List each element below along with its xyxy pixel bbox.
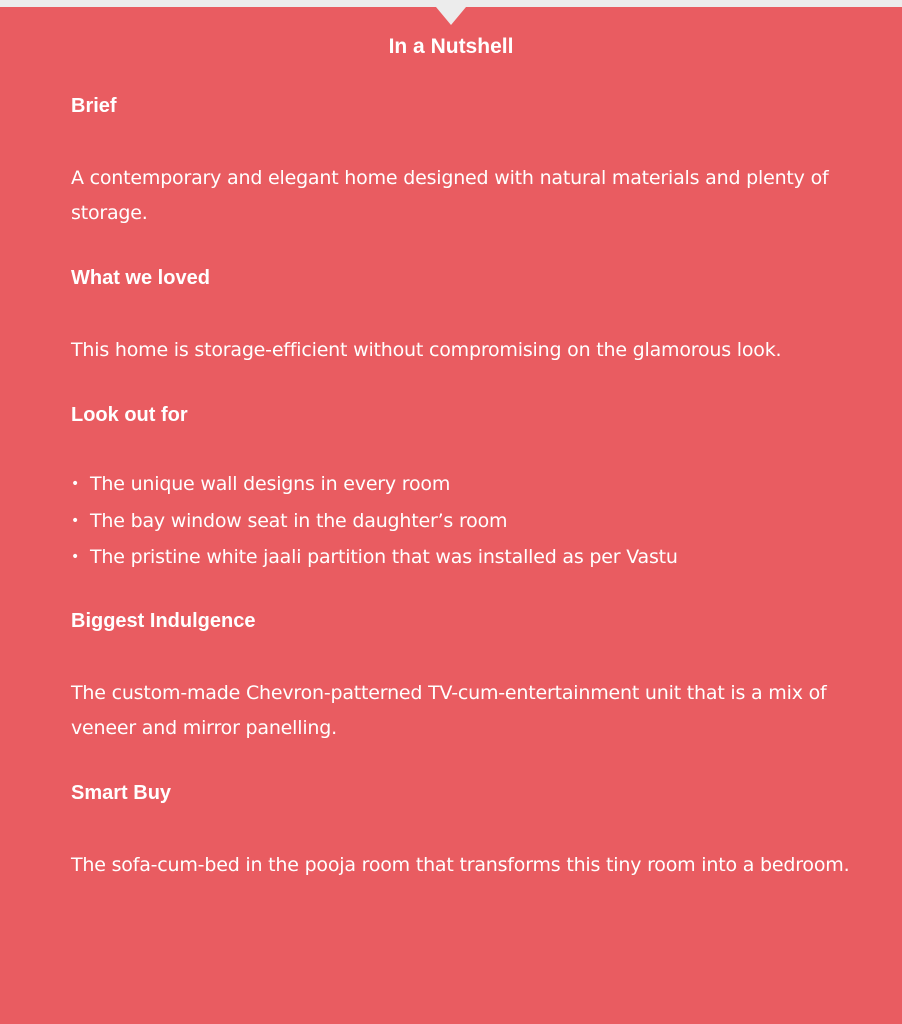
bullet-icon: • — [71, 476, 80, 492]
list-item-text: The unique wall designs in every room — [90, 473, 451, 495]
section-text: The custom-made Chevron-patterned TV-cum-entertainment unit that is a mix of veneer and mirror panelling. — [71, 681, 827, 739]
list-item-text: The bay window seat in the daughter’s room — [90, 509, 508, 532]
section-heading: Brief — [71, 95, 117, 117]
section-text: This home is storage-efficient without compromising on the glamorous look. — [71, 339, 782, 361]
top-bar — [0, 0, 902, 7]
list-item — [71, 503, 851, 540]
bullet-icon: • — [71, 549, 80, 565]
section-heading: Biggest Indulgence — [71, 609, 256, 632]
card-notch — [436, 7, 466, 25]
card-content — [71, 93, 851, 917]
section-biggest-indulgence — [71, 608, 851, 746]
bullet-icon: • — [71, 512, 80, 529]
list-item-text: The pristine white jaali partition that was installed as per Vastu — [90, 546, 678, 568]
section-heading: What we loved — [71, 267, 210, 289]
section-heading: Look out for — [71, 404, 188, 426]
look-out-list — [71, 466, 851, 576]
section-text: The sofa-cum-bed in the pooja room that transforms this tiny room into a bedroom. — [71, 853, 850, 876]
section-smart-buy — [71, 780, 851, 883]
card-title: In a Nutshell — [388, 35, 514, 58]
list-item — [71, 466, 851, 503]
section-heading: Smart Buy — [71, 781, 172, 804]
section-text: A contemporary and elegant home designed with natural materials and plenty of storage. — [71, 167, 829, 224]
list-item — [71, 539, 851, 576]
section-what-we-loved — [71, 265, 851, 368]
section-look-out-for — [71, 402, 851, 576]
section-brief — [71, 93, 851, 231]
